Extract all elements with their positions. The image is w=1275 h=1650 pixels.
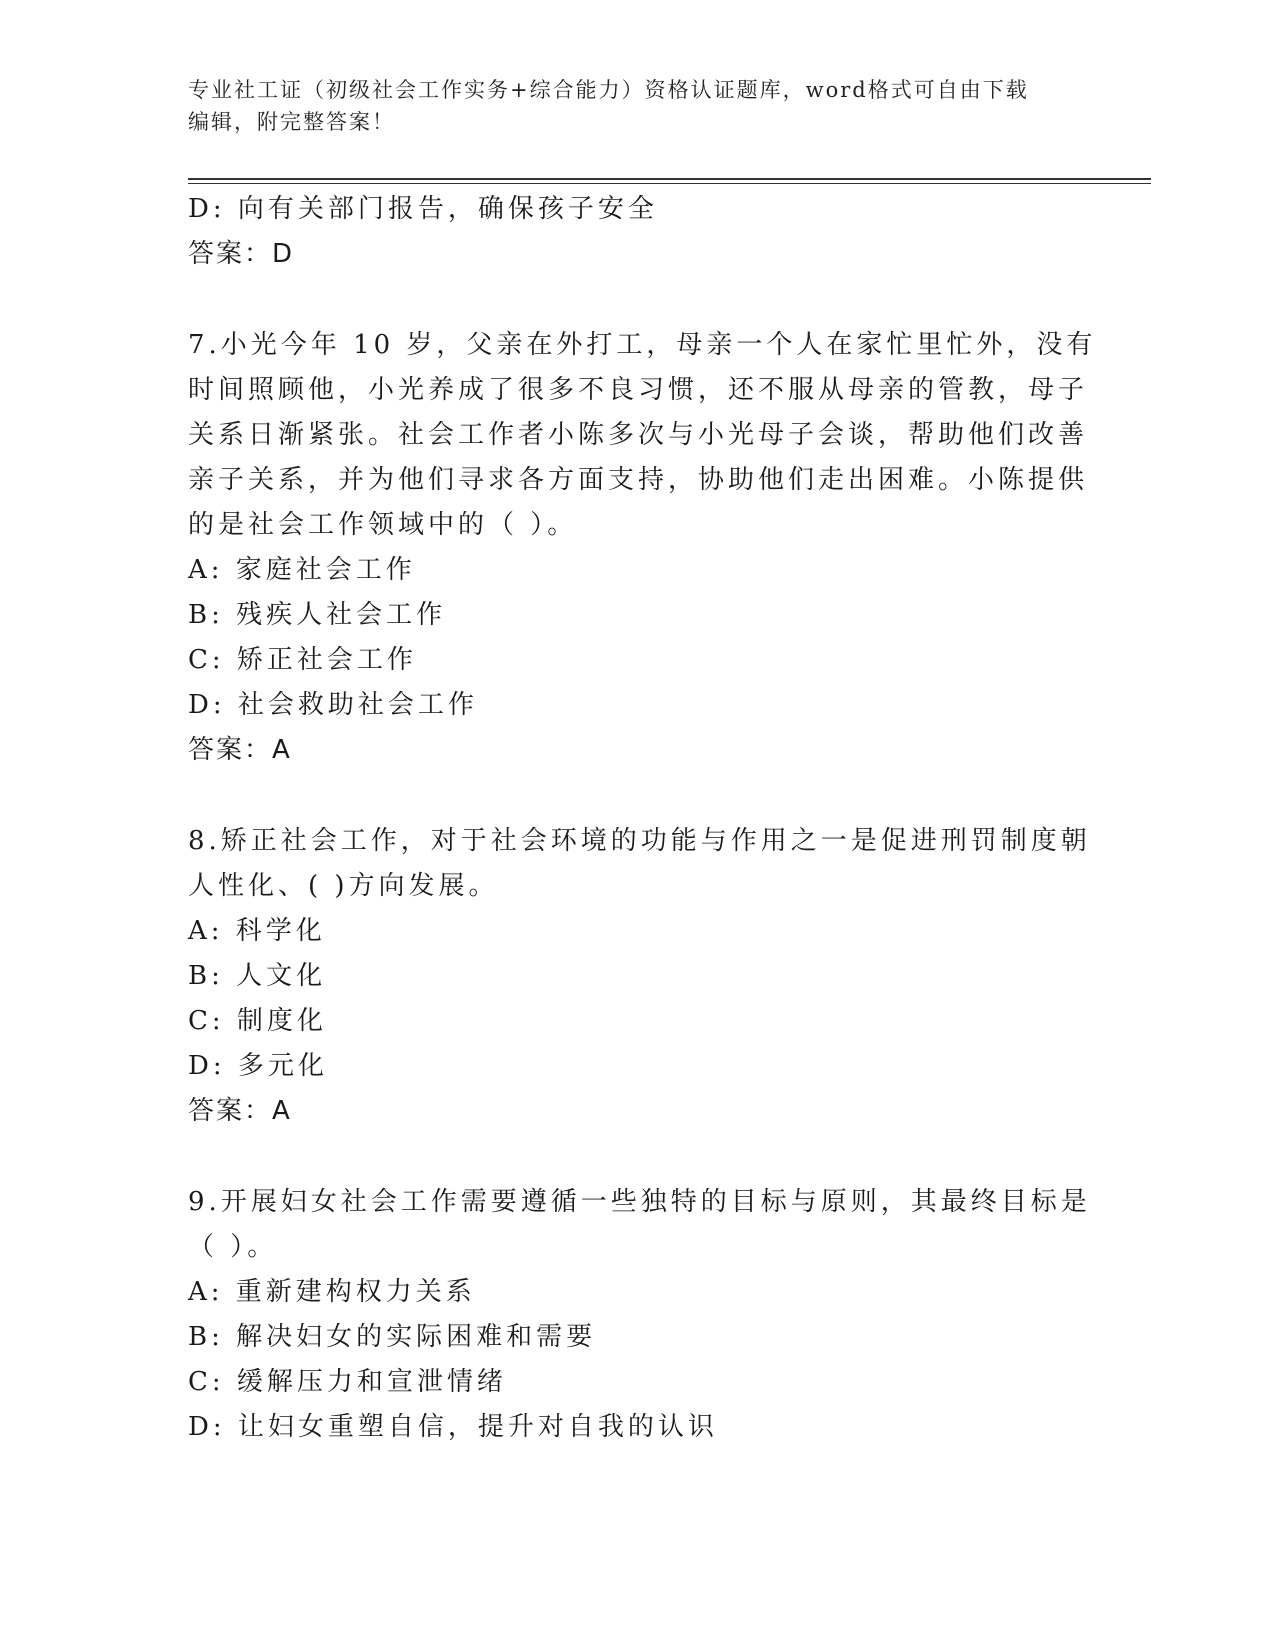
q7-stem-line-4: 亲子关系，并为他们寻求各方面支持，协助他们走出困难。小陈提供 <box>188 465 1089 495</box>
q7-stem-line-3: 关系日渐紧张。社会工作者小陈多次与小光母子会谈，帮助他们改善 <box>188 420 1089 450</box>
q7-option-b: B: 残疾人社会工作 <box>188 600 447 630</box>
q7-option-c: C: 矫正社会工作 <box>188 645 417 675</box>
q8-option-c: C: 制度化 <box>188 1006 327 1036</box>
q6-answer: 答案：D <box>188 239 295 269</box>
q8-option-a: A: 科学化 <box>188 916 326 946</box>
q7-stem-line-1: 7.小光今年 10 岁，父亲在外打工，母亲一个人在家忙里忙外，没有 <box>188 330 1097 360</box>
q7-option-d: D: 社会救助社会工作 <box>188 690 478 720</box>
q7-answer: 答案：A <box>188 735 292 765</box>
q9-option-d: D: 让妇女重塑自信，提升对自我的认识 <box>188 1412 718 1442</box>
q8-answer: 答案：A <box>188 1096 292 1126</box>
q8-stem-line-2: 人性化、( )方向发展。 <box>188 871 499 901</box>
header-divider-thick <box>188 178 1151 180</box>
q9-option-a: A: 重新建构权力关系 <box>188 1277 476 1307</box>
q9-stem-line-1: 9.开展妇女社会工作需要遵循一些独特的目标与原则，其最终目标是 <box>188 1187 1091 1217</box>
q8-option-b: B: 人文化 <box>188 961 327 991</box>
q9-option-b: B: 解决妇女的实际困难和需要 <box>188 1322 597 1352</box>
q7-option-a: A: 家庭社会工作 <box>188 555 416 585</box>
header-line-1: 专业社工证（初级社会工作实务+综合能力）资格认证题库，word格式可自由下载 <box>188 78 1029 102</box>
q8-stem-line-1: 8.矫正社会工作，对于社会环境的功能与作用之一是促进刑罚制度朝 <box>188 826 1091 856</box>
q9-option-c: C: 缓解压力和宣泄情绪 <box>188 1367 507 1397</box>
header-line-2: 编辑，附完整答案！ <box>188 110 395 134</box>
header-divider-thin <box>188 183 1151 184</box>
q7-stem-line-5: 的是社会工作领域中的（ ）。 <box>188 510 578 540</box>
q8-option-d: D: 多元化 <box>188 1051 328 1081</box>
document-header <box>188 74 1088 138</box>
q9-stem-line-2: （ ）。 <box>188 1232 278 1262</box>
q6-option-d: D: 向有关部门报告，确保孩子安全 <box>188 194 658 224</box>
q7-stem-line-2: 时间照顾他，小光养成了很多不良习惯，还不服从母亲的管教，母子 <box>188 375 1089 405</box>
